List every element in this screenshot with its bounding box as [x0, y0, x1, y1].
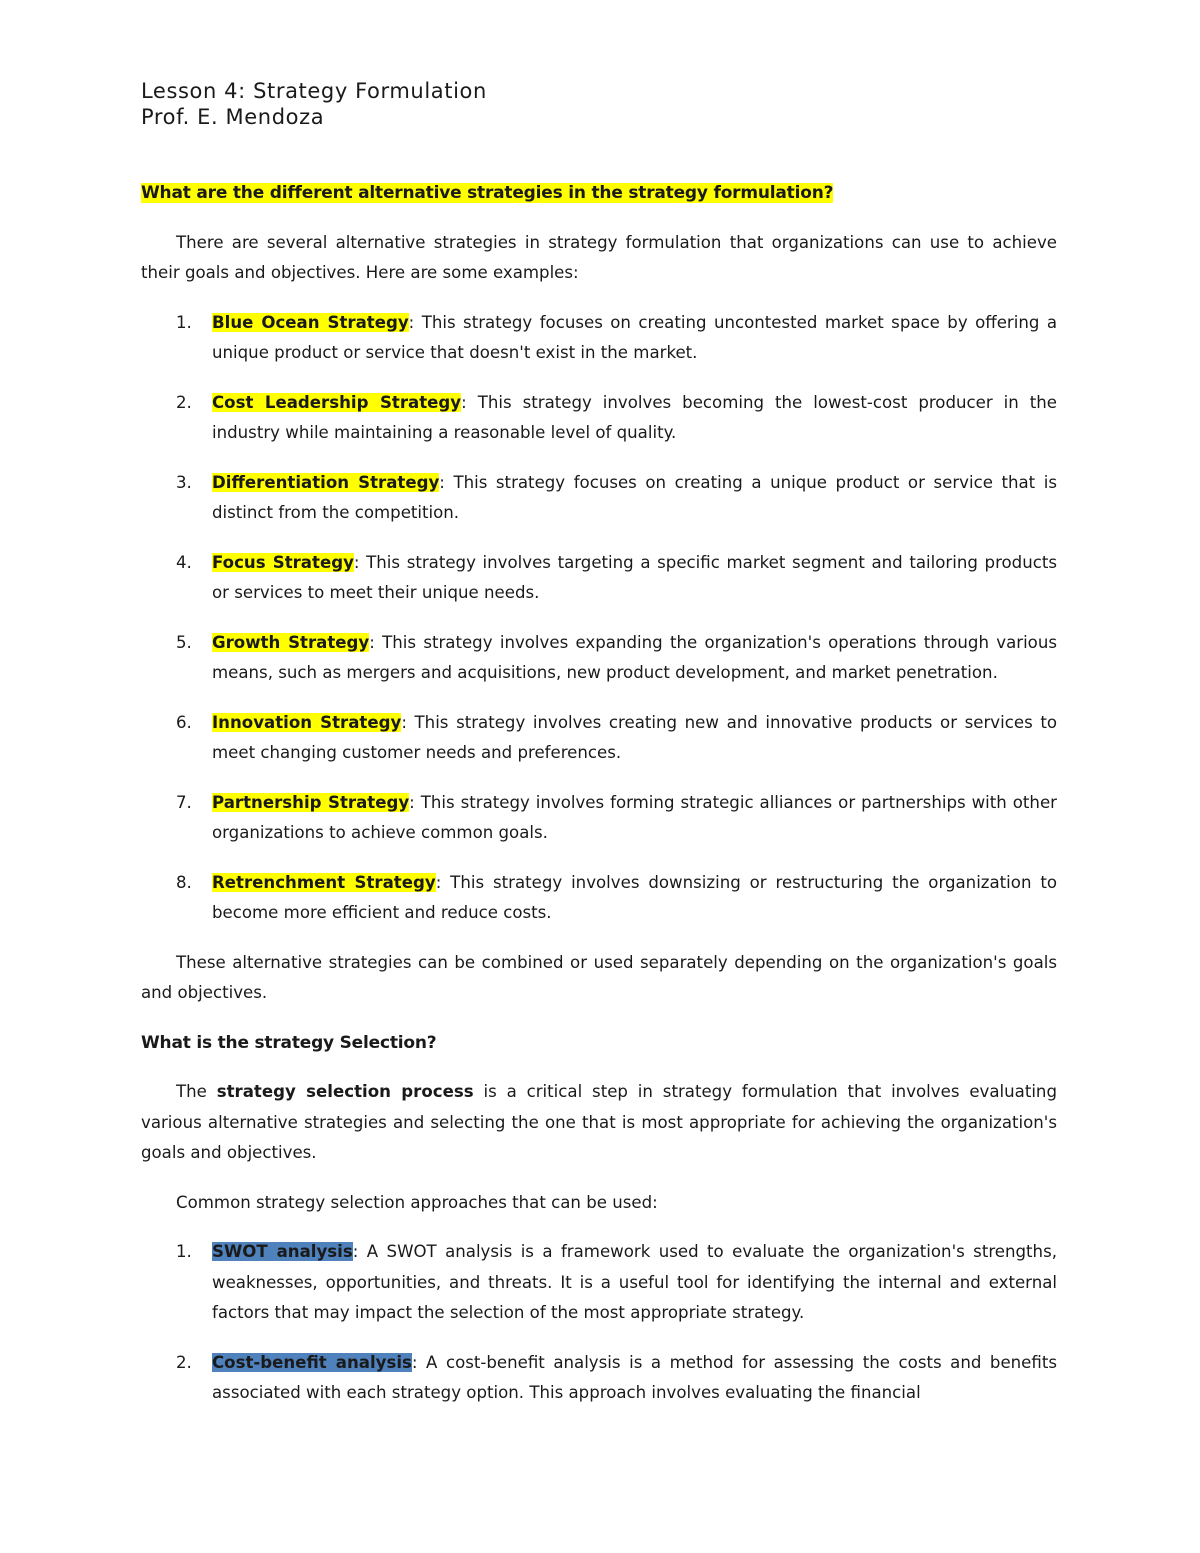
list-number: 2. [176, 1352, 192, 1372]
strategy-term: Focus Strategy [212, 552, 354, 572]
strategy-term: Partnership Strategy [212, 792, 410, 812]
lesson-title: Lesson 4: Strategy Formulation [141, 79, 487, 103]
strategy-description: : This strategy involves downsizing or restructuring the organization to become more efficient and reduce costs. [212, 872, 1058, 922]
approach-description: : A cost-benefit analysis is a method for assessing the costs and benefits associated with each strategy option. This approach involves evaluating the financial [212, 1352, 1057, 1402]
closing-paragraph: These alternative strategies can be combined or used separately depending on the organization's goals and objectives. [141, 952, 1057, 1002]
list-item [141, 1348, 1057, 1409]
highlighted-question: What are the different alternative strategies in the strategy formulation? [141, 183, 834, 203]
section-question-selection: What is the strategy Selection? [141, 1032, 437, 1053]
strategy-term: Innovation Strategy [212, 712, 402, 732]
selection-paragraph [141, 1077, 1057, 1169]
section-question-alternatives [141, 178, 1057, 209]
approaches-intro: Common strategy selection approaches that can be used: [176, 1192, 658, 1212]
strategy-term: Differentiation Strategy [212, 472, 440, 492]
approach-term: Cost-benefit analysis [212, 1352, 412, 1372]
list-number: 3. [176, 472, 192, 492]
list-number: 5. [176, 632, 192, 652]
list-number: 7. [176, 792, 192, 812]
document-header [141, 78, 487, 130]
list-item [141, 788, 1057, 849]
strategy-description: : This strategy focuses on creating uncontested market space by offering a unique product or service that doesn't exist in the market. [212, 312, 1057, 362]
list-number: 4. [176, 552, 192, 572]
strategy-term: Blue Ocean Strategy [212, 312, 409, 332]
list-number: 6. [176, 712, 192, 732]
approach-term: SWOT analysis [212, 1242, 353, 1261]
list-item [141, 548, 1057, 609]
list-number: 2. [176, 392, 192, 412]
list-item [141, 388, 1057, 449]
selection-bold-term: strategy selection process [216, 1082, 474, 1101]
strategy-description: : This strategy involves creating new and innovative products or services to meet changing customer needs and preferences. [212, 712, 1057, 762]
list-number: 1. [176, 312, 192, 332]
document-body [141, 178, 1057, 1428]
strategy-list [141, 308, 1057, 929]
strategy-description: : This strategy involves becoming the lowest-cost producer in the industry while maintaining a reasonable level of quality. [212, 392, 1058, 442]
selection-rest: is a critical step in strategy formulation that involves evaluating various alternative strategies and selecting the one that is most appropriate for achieving the organization's goals and objectives. [141, 1082, 1057, 1162]
list-item [141, 868, 1057, 929]
approach-description: : A SWOT analysis is a framework used to evaluate the organization's strengths, weaknesses, opportunities, and threats. It is a useful tool for identifying the internal and external factors that may impact the selection of the most appropriate strategy. [212, 1242, 1057, 1322]
list-item [141, 628, 1057, 689]
list-item [141, 308, 1057, 369]
strategy-description: : This strategy involves targeting a specific market segment and tailoring products or services to meet their unique needs. [212, 552, 1057, 602]
author-line: Prof. E. Mendoza [141, 105, 325, 129]
selection-prefix: The [176, 1082, 217, 1101]
approach-list [141, 1237, 1057, 1409]
list-item [141, 708, 1057, 769]
strategy-description: : This strategy involves forming strategic alliances or partnerships with other organizations to achieve common goals. [212, 792, 1057, 842]
list-item [141, 1237, 1057, 1329]
strategy-description: : This strategy focuses on creating a unique product or service that is distinct from the competition. [212, 472, 1057, 522]
strategy-description: : This strategy involves expanding the organization's operations through various means, such as mergers and acquisitions, new product development, and market penetration. [212, 632, 1058, 682]
strategy-term: Retrenchment Strategy [212, 872, 436, 892]
strategy-term: Growth Strategy [212, 632, 370, 652]
intro-paragraph: There are several alternative strategies in strategy formulation that organizations can use to achieve their goals and objectives. Here are some examples: [141, 232, 1057, 282]
list-number: 8. [176, 872, 192, 892]
strategy-term: Cost Leadership Strategy [212, 392, 462, 412]
list-item [141, 468, 1057, 529]
list-number: 1. [176, 1242, 192, 1261]
